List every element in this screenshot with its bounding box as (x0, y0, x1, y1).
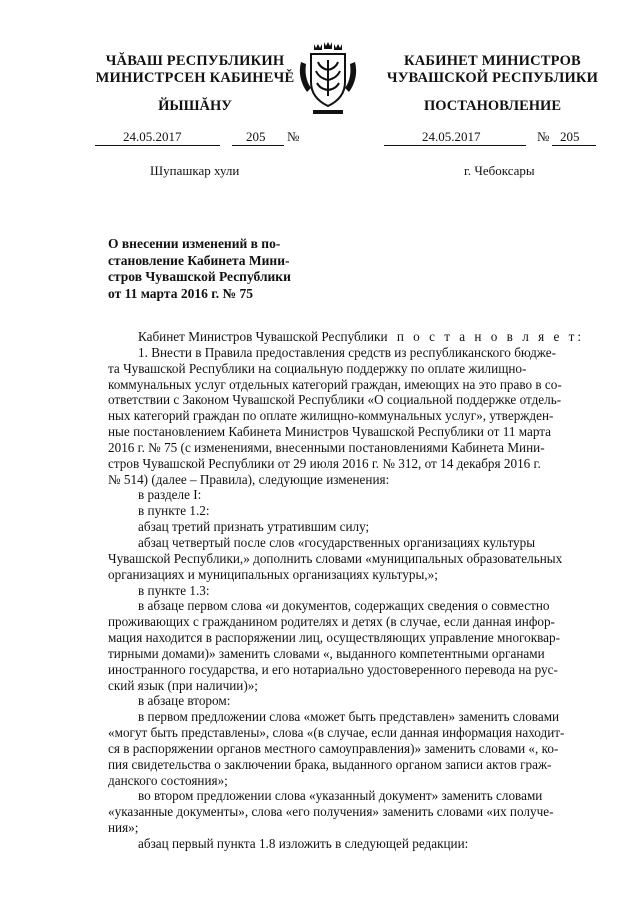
header-left-line1: ЧĂВАШ РЕСПУБЛИКИН (105, 53, 285, 69)
intro-paragraph (108, 329, 598, 345)
body-line: Чувашской Республики,» дополнить словами «муниципальных образовательных (108, 550, 563, 566)
subject-line: от 11 марта 2016 г. № 75 (108, 285, 253, 301)
body-line: ных категорий граждан по оплате жилищно-коммунальных услуг», утвержден- (108, 408, 554, 424)
body-line: ния»; (108, 820, 139, 836)
body-line: данского состояния»; (108, 772, 228, 788)
document-body (108, 329, 598, 852)
body-line: ответствии с Законом Чувашской Республики «О социальной поддержке отдель- (108, 392, 562, 408)
body-line: 1. Внести в Правила предоставления средств из республиканского бюдже- (138, 344, 556, 360)
body-line: ский язык (при наличии)»; (108, 677, 258, 693)
body-line: в первом предложении слова «может быть представлен» заменить словами (138, 709, 560, 725)
left-number: 205 (246, 129, 266, 144)
body-line: стров Чувашской Республики от 29 июля 2016 г. № 312, от 14 декабря 2016 г. (108, 455, 541, 471)
emblem-icon (297, 40, 359, 122)
right-date-field (384, 131, 526, 146)
left-number-field (232, 131, 284, 146)
body-line: ся в распоряжении органов местного самоуправления)» заменить словами «, ко- (108, 740, 559, 756)
intro-prefix: Кабинет Министров Чувашской Республики (138, 329, 388, 344)
body-line: иностранного государства, и его нотариально удостоверенного перевода на рус- (108, 661, 558, 677)
body-line: № 514) (далее – Правила), следующие изменения: (108, 471, 390, 487)
body-line: та Чувашской Республики на социальную поддержку по оплате жилищно- (108, 360, 527, 376)
coat-of-arms-emblem (297, 40, 359, 122)
body-line: в разделе I: (138, 487, 202, 503)
body-line: в абзаце втором: (138, 693, 231, 709)
body-line: в пункте 1.3: (138, 582, 210, 598)
document-subject (108, 236, 308, 302)
left-place: Шупашкар хули (150, 163, 240, 178)
header-right-org (385, 53, 600, 87)
right-number-sign: № (537, 129, 550, 144)
body-line: ные постановлением Кабинета Министров Чувашской Республики от 11 марта (108, 424, 552, 440)
body-line: пия свидетельства о заключении брака, выданного органом записи актов граж- (108, 756, 552, 772)
subject-line: стров Чувашской Республики (108, 269, 291, 284)
header-right-doc-type: ПОСТАНОВЛЕНИЕ (423, 98, 561, 114)
body-line: в абзаце первом слова «и документов, содержащих сведения о совместно (138, 598, 550, 614)
body-line: абзац третий признать утратившим силу; (138, 519, 370, 535)
body-line: «указанные документы», слова «его получения» заменить словами «их получе- (108, 804, 554, 820)
header-right-line1: КАБИНЕТ МИНИСТРОВ (404, 53, 581, 69)
left-number-sign: № (287, 129, 300, 144)
header-left-org (95, 53, 295, 87)
body-line: во втором предложении слова «указанный документ» заменить словами (138, 788, 543, 804)
body-line: проживающих с гражданином родителях и детях (в случае, если данная инфор- (108, 614, 555, 630)
body-line: абзац первый пункта 1.8 изложить в следующей редакции: (138, 836, 469, 851)
header-left-line2: МИНИСТРСЕН КАБИНЕЧĚ (95, 70, 295, 86)
body-line: «могут быть представлены», слова «(в случае, если данная информация находит- (108, 725, 565, 741)
body-line: коммунальных услуг отдельных категорий граждан, имеющих на это право в со- (108, 376, 562, 392)
body-paragraphs (108, 345, 598, 852)
header-right-line2: ЧУВАШСКОЙ РЕСПУБЛИКИ (386, 70, 599, 86)
right-number-field (552, 131, 596, 146)
subject-line: О внесении изменений в по- (108, 236, 281, 251)
body-line: в пункте 1.2: (138, 503, 210, 519)
right-place: г. Чебоксары (464, 163, 535, 178)
intro-decree-word: п о с т а н о в л я е т: (396, 329, 585, 344)
right-number: 205 (560, 129, 580, 144)
subject-line: становление Кабинета Мини- (108, 252, 290, 268)
header-left-doc-type: ЙЫШĂНУ (158, 98, 232, 114)
body-line: мация находится в распоряжении лиц, осуществляющих управление многоквар- (108, 630, 561, 646)
left-date-field (95, 131, 220, 146)
left-date: 24.05.2017 (123, 129, 182, 144)
body-line: 2016 г. № 75 (с изменениями, внесенными постановлениями Кабинета Мини- (108, 439, 545, 455)
right-date: 24.05.2017 (422, 129, 481, 144)
body-line: тирными домами)» заменить словами «, выданного компетентными органами (108, 645, 545, 661)
body-line: абзац четвертый после слов «государственных организациях культуры (138, 534, 536, 550)
body-line: организациях и муниципальных организациях культуры,»; (108, 566, 438, 582)
